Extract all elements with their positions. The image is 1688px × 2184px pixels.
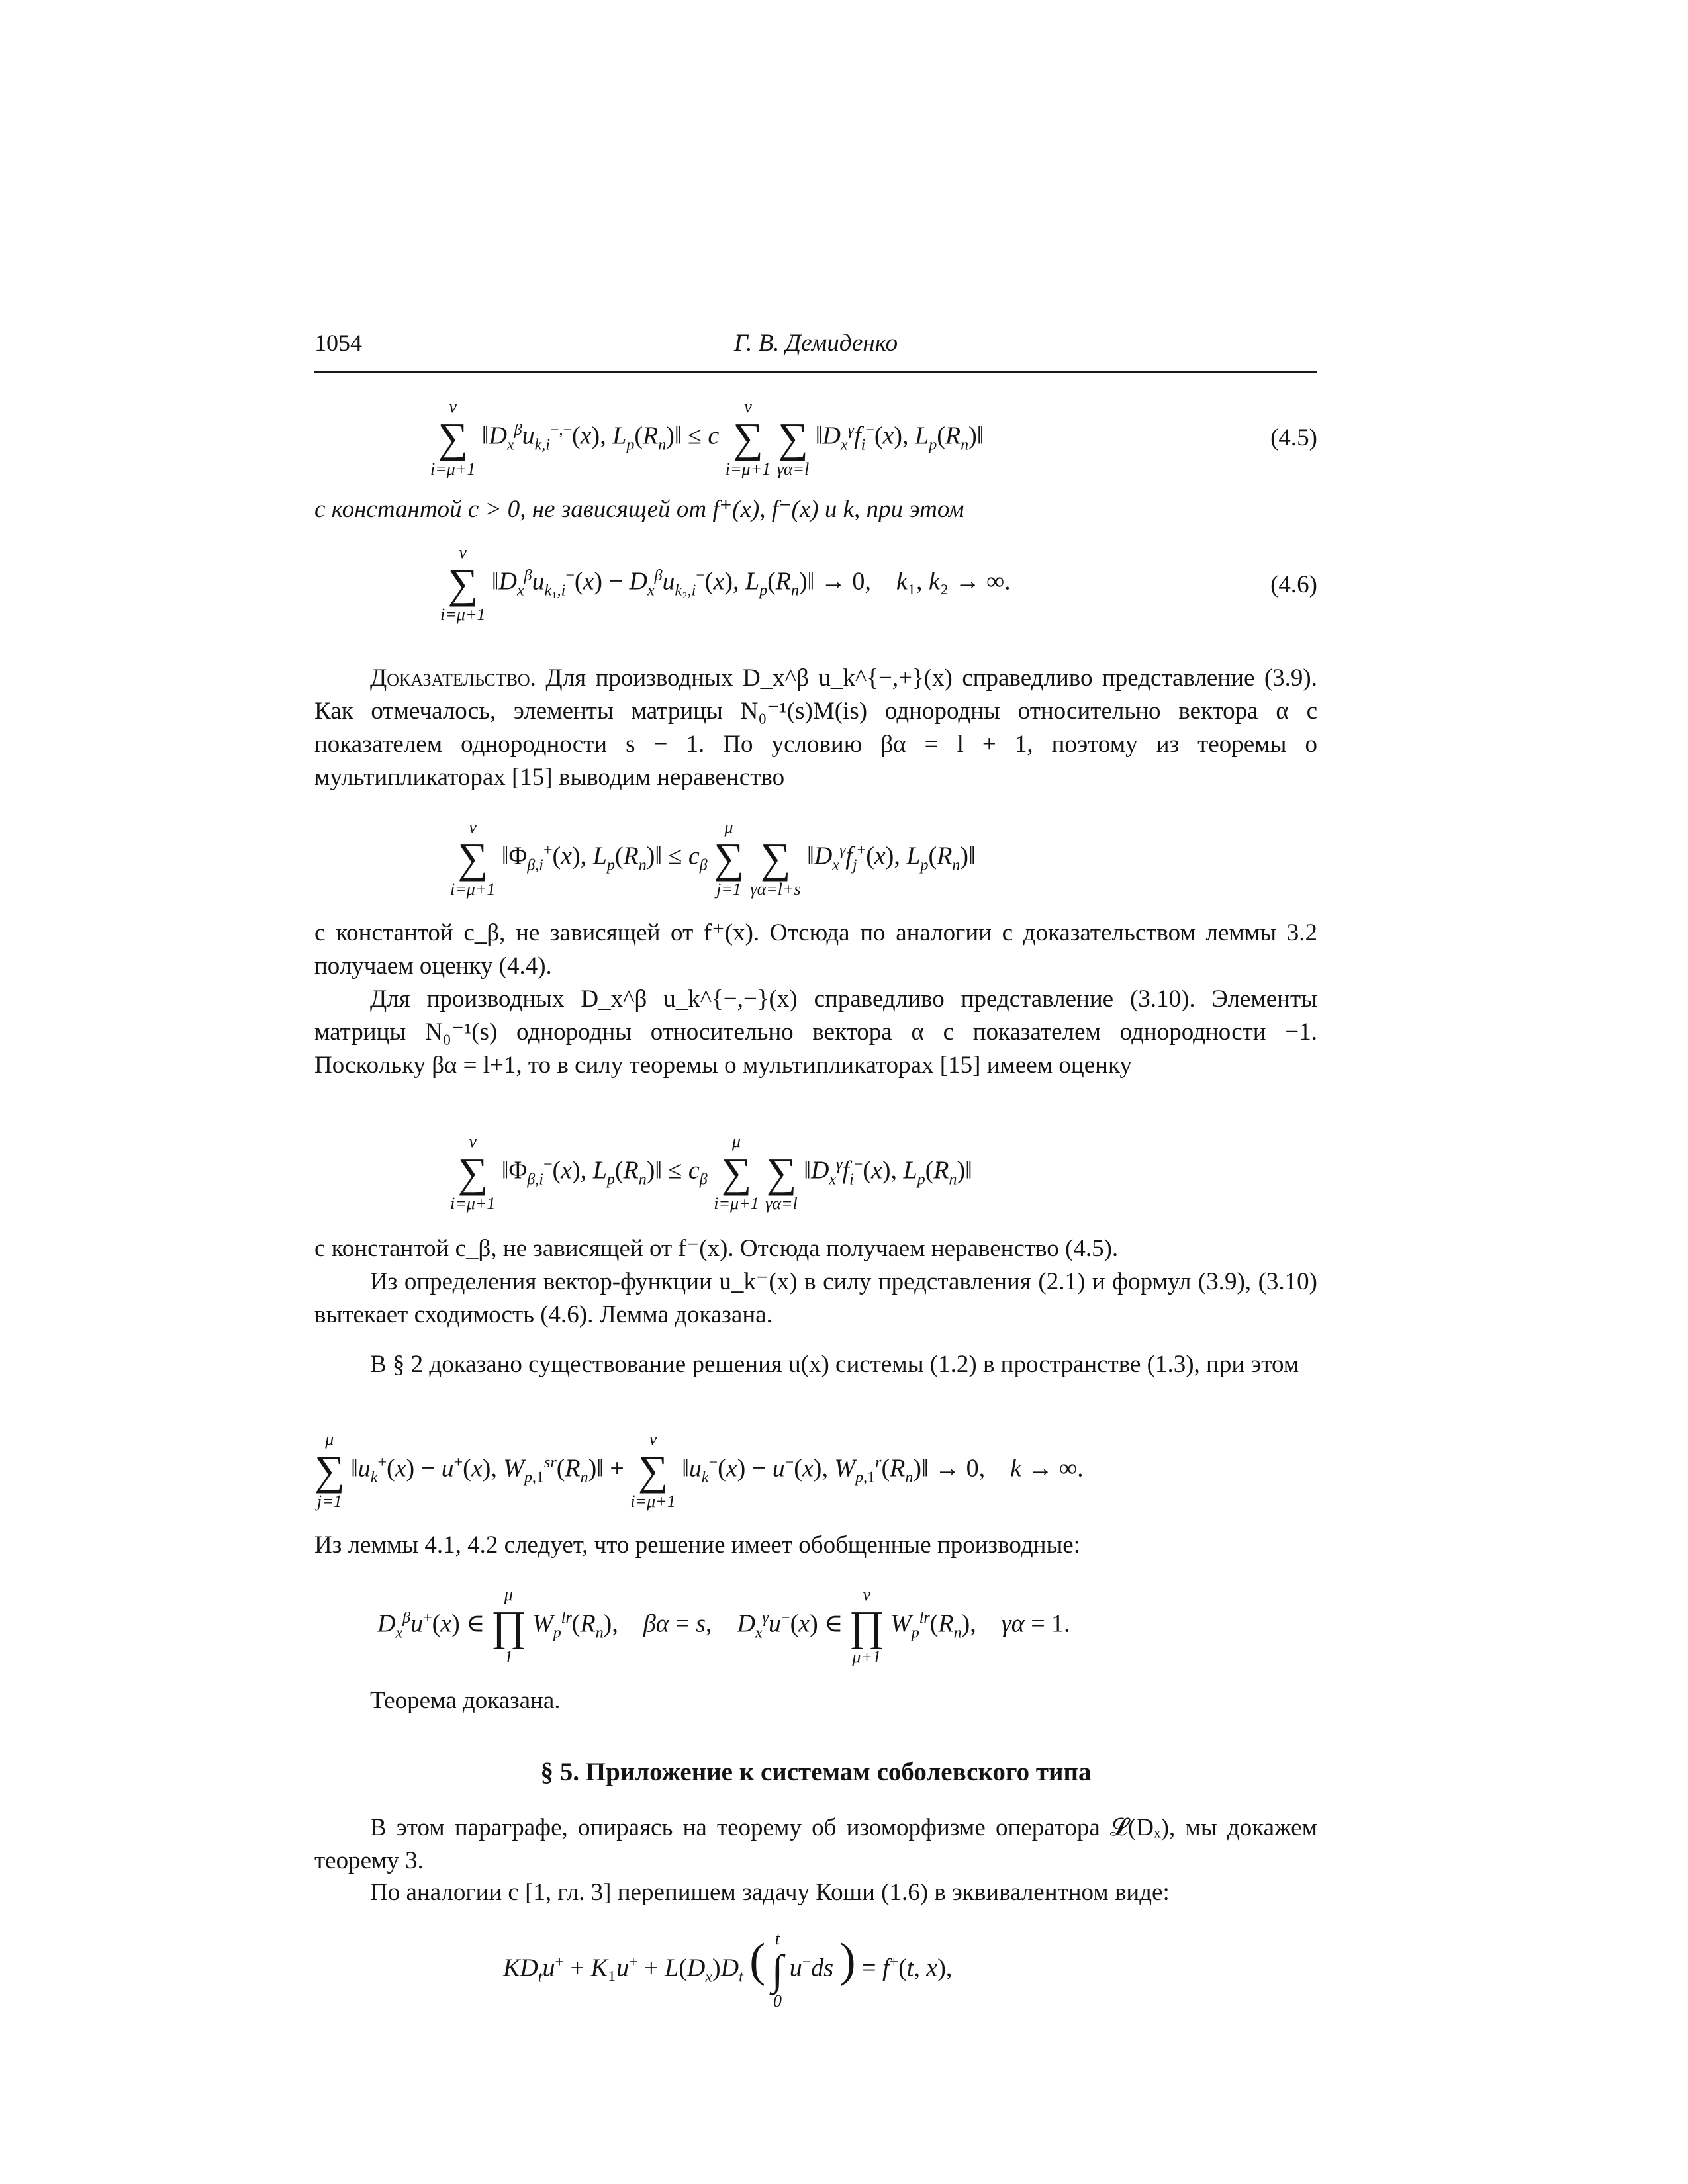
paragraph: с константой c_β, не зависящей от f⁻(x). Отсюда получаем неравенство (4.5). [314,1235,1119,1262]
section-title: § 5. Приложение к системам соболевского типа [540,1758,1092,1786]
paragraph: Из определения вектор-функции u_k⁻(x) в силу представления (2.1) и формул (3.9), (3.10) вытекает сходимость (4.6). Лемма доказана. [314,1268,1317,1328]
paragraph: По аналогии с [1, гл. 3] перепишем задачу Коши (1.6) в эквивалентном виде: [370,1879,1170,1906]
paragraph: с константой c > 0, не зависящей от f⁺(x), f⁻(x) и k, при этом [314,496,964,523]
page-header [314,329,1317,373]
running-head: Г. В. Демиденко [733,330,898,357]
proof-paragraph [314,662,1317,794]
paragraph: с константой c_β, не зависящей от f⁺(x). Отсюда по аналогии с доказательством леммы 3.2 получаем оценку (4.4). [314,919,1317,979]
multiplier-inequality-plus: ν ∑ i=μ+1 $‖\Phi_{\beta,i}^+(x)$, $L_p(R_n)‖ \le c_\beta$ μ ∑ j=1 ∑ γα=l+s $‖D_x^\gamma f_j^+(x)$, $L_p(R_n)‖$ [450,817,976,899]
paragraph: В этом параграфе, опираясь на теорему об изоморфизме оператора 𝓛(Dₓ), мы докажем теорему 3. [314,1814,1317,1874]
page-number: 1054 [314,330,362,356]
paragraph: В § 2 доказано существование решения u(x) системы (1.2) в пространстве (1.3), при этом [370,1351,1299,1378]
paragraph: Теорема доказана. [370,1687,561,1714]
equation-number: (4.5) [1270,424,1317,451]
paragraph: Для производных D_x^β u_k^{−,−}(x) справедливо представление (3.10). Элементы матрицы N₀⁻¹(s) однородны относительно вектора α с показателем однородности −1. Поскольку βα = l+1, то в силу теоремы о мультипликаторах [15] имеем оценку [314,985,1317,1079]
derivatives-formula: $D_x^\beta u^+(x)$ ∈ μ ∏ 1 $W_p^{lr}(R_n)$, βα = s, $D_x^\gamma u^-(x)$ ∈ ν ∏ μ+1 $W_p^{lr}(R_n)$, γα = 1. [377,1585,1070,1666]
equation-number: (4.6) [1270,571,1317,598]
paragraph: Из леммы 4.1, 4.2 следует, что решение имеет обобщенные производные: [314,1531,1081,1559]
multiplier-inequality-minus: ν ∑ i=μ+1 $‖\Phi_{\beta,i}^-(x)$, $L_p(R_n)‖ \le c_\beta$ μ ∑ i=μ+1 ∑ γα=l $‖D_x^\gamma f_i^-(x)$, $L_p(R_n)‖$ [450,1132,972,1213]
proof-lead: Доказательство. [370,664,536,692]
equation-4-6: ν ∑ i=μ+1 $‖D_x^\beta u_{k_1,i}^-(x) - D_x^\beta u_{k_2,i}^-(x)$, $L_p(R_n)‖ \to 0$, k₁, k₂ → ∞. [440,543,1011,624]
cauchy-problem-formula: $KD_tu^+ + K_1u^+ + L(D_x)D_t$ ( t ∫ 0 u−ds ) = f+(t, x), [503,1929,953,2011]
equation-4-5: ν ∑ i=μ+1 $‖D_x^\beta u_{k,i}^{-,-}(x)$, $L_p(R_n)‖ \le c$ ν ∑ i=μ+1 ∑ γα=l $‖D_x^\gamma f_i^-(x)$, $L_p(R_n)‖$ [430,397,984,478]
convergence-formula: μ ∑ j=1 $‖u_k^+(x) - u^+(x)$, $W_{p,1}^{sr}(R_n)‖$ + ν ∑ i=μ+1 $‖u_k^-(x) - u^-(x)$, $W_{p,1}^r(R_n)‖ \to 0$, k → ∞. [314,1430,1084,1511]
proof-text: Для производных D_x^β u_k^{−,+}(x) справедливо представление (3.9). Как отмечалось, элементы матрицы N₀⁻¹(s)M(is) однородны относительно вектора α с показателем однородности s − 1. По условию βα = l + 1, поэтому из теоремы о мультипликаторах [15] выводим неравенство [314,664,1317,791]
